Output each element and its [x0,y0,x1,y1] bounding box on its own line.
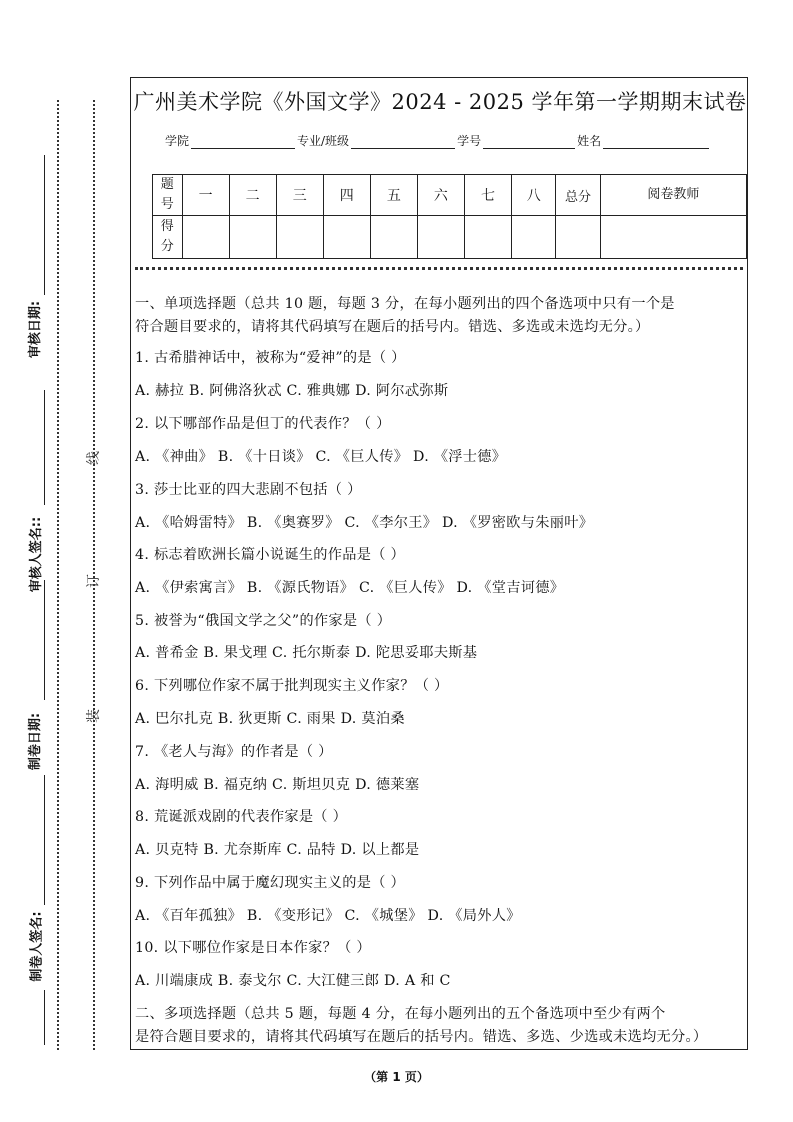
section2-intro-line1: 二、多项选择题（总共 5 题，每题 4 分，在每小题列出的五个备选项中至少有两个 [135,1006,666,1022]
student-id-field[interactable] [483,136,575,149]
student-info-row [165,132,711,149]
score-input-cell[interactable] [229,216,276,259]
header-separator [135,267,743,270]
question-options: A. 川端康成 B. 泰戈尔 C. 大江健三郎 D. A 和 C [135,973,451,989]
maker-sign-label: 制卷人签名: [29,911,45,982]
exam-title: 广州美术学院《外国文学》2024 - 2025 学年第一学期期末试卷 [133,90,747,114]
question-options: A. 《哈姆雷特》 B. 《奥赛罗》 C. 《李尔王》 D. 《罗密欧与朱丽叶》 [135,515,594,531]
question-options: A. 普希金 B. 果戈理 C. 托尔斯泰 D. 陀思妥耶夫斯基 [135,645,478,661]
exam-frame [130,77,748,1050]
question-options: A. 《神曲》 B. 《十日谈》 C. 《巨人传》 D. 《浮士德》 [135,449,507,465]
score-input-cell[interactable] [417,216,464,259]
section1-intro-line1: 一、单项选择题（总共 10 题，每题 3 分，在每小题列出的四个备选项中只有一个是 [135,296,675,312]
question-text: 8. 荒诞派戏剧的代表作家是（ ） [135,809,348,825]
bind-staple-char: 订 [86,574,102,588]
question-text: 9. 下列作品中属于魔幻现实主义的是（ ） [135,875,406,891]
score-header-cell: 题号 [153,175,183,216]
question-options: A. 赫拉 B. 阿佛洛狄忒 C. 雅典娜 D. 阿尔忒弥斯 [135,383,449,399]
score-input-cell[interactable] [600,216,746,259]
reviewer-sign-line [44,390,45,505]
score-input-cell[interactable] [370,216,417,259]
score-table [152,174,747,259]
question-text: 5. 被誉为“俄国文学之父”的作家是（ ） [135,613,392,629]
name-field[interactable] [603,136,709,149]
page-number: （第 1 页） [364,1070,429,1084]
college-label: 学院 [165,134,190,148]
maker-sign-line [44,775,45,905]
score-input-cell[interactable] [182,216,229,259]
section2-intro-line2: 是符合题目要求的，请将其代码填写在题后的括号内。错选、多选、少选或未选均无分。） [135,1029,708,1045]
review-date-line [44,155,45,295]
score-row-label: 得分 [153,216,183,259]
question-text: 4. 标志着欧洲长篇小说诞生的作品是（ ） [135,547,406,563]
question-text: 7. 《老人与海》的作者是（ ） [135,744,333,760]
score-input-cell[interactable] [556,216,600,259]
question-options: A. 《伊索寓言》 B. 《源氏物语》 C. 《巨人传》 D. 《堂吉诃德》 [135,580,565,596]
question-options: A. 贝克特 B. 尤奈斯库 C. 品特 D. 以上都是 [135,842,420,858]
score-header-cell: 六 [417,175,464,216]
score-header-cell: 一 [182,175,229,216]
bind-fold-char: 装 [86,709,102,723]
binding-dotted-line-outer [57,100,59,1050]
score-header-cell: 五 [370,175,417,216]
question-text: 6. 下列哪位作家不属于批判现实主义作家？（ ） [135,678,449,694]
question-text: 3. 莎士比亚的四大悲剧不包括（ ） [135,482,362,498]
question-text: 2. 以下哪部作品是但丁的代表作？（ ） [135,416,391,432]
question-options: A. 海明威 B. 福克纳 C. 斯坦贝克 D. 德莱塞 [135,777,420,793]
bind-line-char: 线 [86,451,102,465]
maker-sign-line-lower [44,990,45,1045]
major-class-label: 专业/班级 [297,134,350,148]
score-header-cell: 二 [229,175,276,216]
score-header-cell: 总分 [556,175,600,216]
score-header-cell: 八 [512,175,556,216]
score-header-cell: 阅卷教师 [600,175,746,216]
score-header-cell: 四 [323,175,370,216]
question-options: A. 巴尔扎克 B. 狄更斯 C. 雨果 D. 莫泊桑 [135,711,405,727]
make-date-line [44,580,45,700]
review-date-label: 审核日期: [28,300,44,359]
make-date-label: 制卷日期: [28,712,44,771]
reviewer-sign-label: 审核人签名:: [29,516,45,593]
score-header-cell: 三 [276,175,323,216]
major-class-field[interactable] [351,136,455,149]
section1-intro-line2: 符合题目要求的，请将其代码填写在题后的括号内。错选、多选或未选均无分。） [135,319,650,335]
score-input-cell[interactable] [276,216,323,259]
score-input-cell[interactable] [464,216,511,259]
student-id-label: 学号 [457,134,482,148]
question-options: A. 《百年孤独》 B. 《变形记》 C. 《城堡》 D. 《局外人》 [135,908,521,924]
name-label: 姓名 [577,134,602,148]
college-field[interactable] [191,136,295,149]
score-header-cell: 七 [464,175,511,216]
score-input-cell[interactable] [512,216,556,259]
question-text: 1. 古希腊神话中，被称为“爱神”的是（ ） [135,350,406,366]
question-text: 10. 以下哪位作家是日本作家？（ ） [135,940,371,956]
score-input-cell[interactable] [323,216,370,259]
